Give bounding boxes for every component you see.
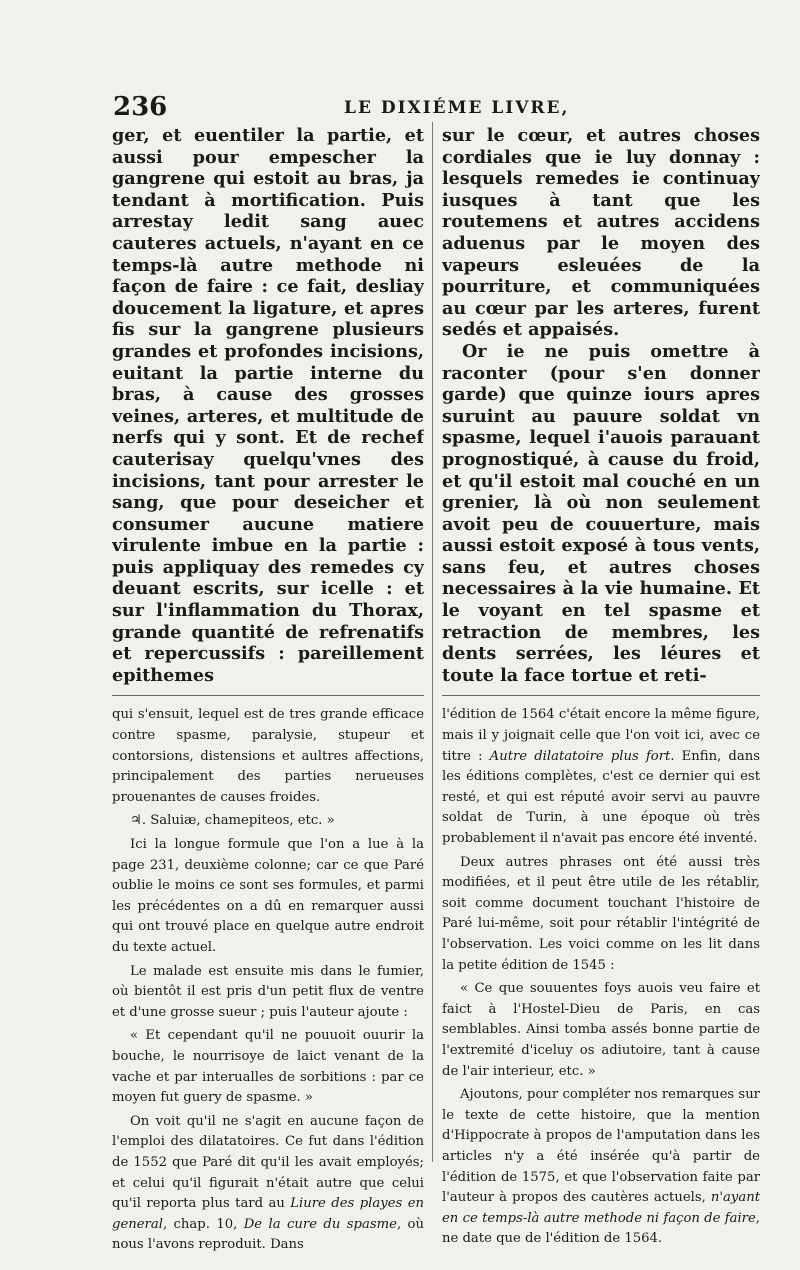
note-paragraph: ♃. Saluiæ, chamepiteos, etc. »: [130, 813, 335, 829]
note-paragraph: [442, 705, 760, 849]
right-main-paragraph: Or ie ne puis omettre à raconter (pour s'en donner garde) que quinze iours apres suruint au pauure soldat vn spasme, lequel i'auois parauant prognostiqué, à cause du froid, et qu'il estoit mal couché en un grenier, là où non seulement avoit peu de couuerture, mais aussi estoit exposé à tous vents, sans feu, et autres choses necessaires à la vie humaine. Et le voyant en tel spasme et retraction de membres, les dents serrées, les léures et toute la face tortue et reti-: [442, 340, 760, 686]
chapter-title: De la cure du spasme: [243, 1216, 397, 1232]
note-text: On voit qu'il ne s'agit en aucune façon de l'emploi des dilatatoires. Ce fut dans l'édition de 1552 que Paré dit qu'il les avait employés; et celui qu'il figurait n'était autre que celui qu'il reporta plus tard au: [112, 1113, 424, 1212]
note-text: , où nous l'avons reproduit. Dans: [112, 1216, 424, 1253]
right-column: [442, 125, 760, 1250]
note-paragraph: « Et cependant qu'il ne pouuoit ouurir la bouche, le nourrisoye de laict venant de la vache et par interualles de sorbitions : par ce moyen fut guery de spasme. »: [112, 1028, 424, 1106]
note-paragraph: Ici la longue formule que l'on a lue à la page 231, deuxième colonne; car ce que Paré oublie le moins ce sont ses formules, et parmi les précédentes on a dû en remarquer aussi qui ont trouvé place en quelque autre endroit du texte actuel.: [112, 837, 424, 955]
quoted-phrase: n'ayant en ce temps-là autre methode ni façon de faire: [442, 1190, 760, 1226]
note-text: , ne date que de l'édition de 1564.: [442, 1210, 760, 1247]
note-paragraph: qui s'ensuit, lequel est de tres grande efficace contre spasme, paralysie, stupeur et contorsions, distensions et aultres affections, principalement des parties nerueuses prouenantes de causes froides.: [112, 707, 424, 805]
page-header: [0, 92, 800, 122]
note-text: , chap. 10,: [162, 1216, 244, 1232]
book-title: Liure des playes en general: [112, 1196, 424, 1232]
footnote-rule: [112, 695, 424, 696]
note-text: . Enfin, dans les éditions complètes, c'est ce dernier qui est resté, et qui est réputé avoir servi au pauvre soldat de Turin, à une époque où très probablement il n'avait pas encore été inventé.: [442, 748, 760, 846]
left-main-text: [112, 125, 424, 686]
note-text: Ajoutons, pour compléter nos remarques sur le texte de cette histoire, que la mention d'Hippocrate à propos de l'amputation dans les articles n'y a été insérée qu'à partir de l'édition de 1575, et que l'observation faite par l'auteur à propos des cautères actuels,: [442, 1087, 760, 1206]
left-main-paragraph: ger, et euentiler la partie, et aussi pour empescher la gangrene qui estoit au bras, ja tendant à mortification. Puis arrestay ledit sang auec cauteres actuels, n'ayant en ce temps-là autre methode ni façon de faire : ce fait, desliay doucement la ligature, et apres fis sur la gangrene plusieurs grandes et profondes incisions, euitant la partie interne du bras, à cause des grosses veines, arteres, et multitude de nerfs qui y sont. Et de rechef cauterisay quelqu'vnes des incisions, tant pour arrester le sang, que pour deseicher et consumer aucune matiere virulente imbue en la partie : puis appliquay des remedes cy deuant escrits, sur icelle : et sur l'inflammation du Thorax, grande quantité de refrenatifs et repercussifs : pareillement epithemes: [112, 125, 424, 686]
note-paragraph: Le malade est ensuite mis dans le fumier, où bientôt il est pris d'un petit flux de ventre et d'une grosse sueur ; puis l'auteur ajoute :: [112, 963, 424, 1020]
note-paragraph: « Ce que souuentes foys auois veu faire et faict à l'Hostel-Dieu de Paris, en cas semblables. Ainsi tomba assés bonne partie de l'extremité d'iceluy os adiutoire, tant à cause de l'air interieur, etc. »: [442, 981, 760, 1079]
right-main-paragraph: sur le cœur, et autres choses cordiales que ie luy donnay : lesquels remedes ie continuay iusques à tant que les routemens et autres accidens aduenus par le moyen des vapeurs esleuées de la pourriture, et communiquées au cœur par les arteres, furent sedés et appaisés.: [442, 125, 760, 341]
footnote-rule: [442, 695, 760, 696]
right-main-text: [442, 125, 760, 686]
note-paragraph: Deux autres phrases ont été aussi très modifiées, et il peut être utile de les rétablir, soit comme document touchant l'histoire de Paré lui-même, soit pour rétablir l'intégrité de l'observation. Les voici comme on les lit dans la petite édition de 1545 :: [442, 854, 760, 973]
note-paragraph: [442, 1085, 760, 1250]
column-divider: [432, 122, 433, 1162]
figure-title: Autre dilatatoire plus fort: [489, 748, 671, 764]
page-number: 236: [113, 92, 168, 122]
right-notes: [442, 705, 760, 1249]
left-notes: [112, 705, 424, 1255]
note-text: l'édition de 1564 c'était encore la même figure, mais il y joignait celle que l'on voit ici, avec ce titre :: [442, 707, 760, 764]
note-paragraph: [112, 1112, 424, 1256]
running-title: LE DIXIÉME LIVRE,: [344, 98, 570, 118]
left-column: [112, 125, 424, 1256]
